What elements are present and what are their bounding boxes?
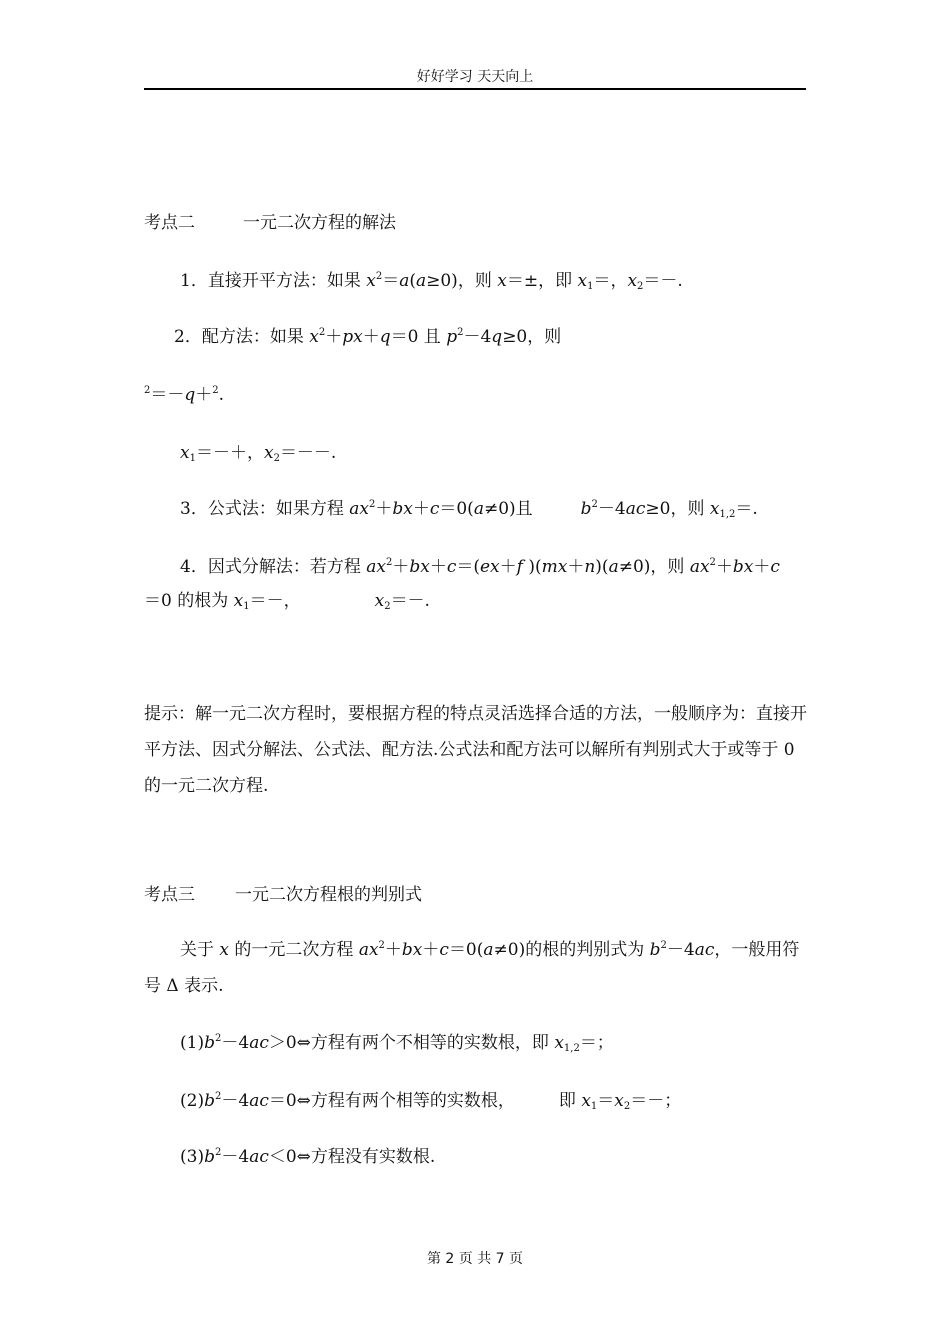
txt: ＝－＋， [195, 443, 264, 463]
var: ac [694, 940, 715, 960]
case-1 [180, 1032, 614, 1054]
txt: ＋ [362, 327, 380, 347]
sub: 2 [384, 601, 391, 612]
section3-label: 考点三 [144, 885, 195, 905]
method-2-roots [180, 442, 336, 464]
var: x [219, 940, 229, 960]
var: x [309, 327, 319, 347]
var: ax [358, 940, 379, 960]
sup: 2 [457, 327, 464, 338]
var: c [770, 557, 780, 577]
txt: ＝0( [439, 499, 474, 519]
txt: ＝ [382, 271, 400, 291]
txt: ≠0)且 [483, 499, 533, 519]
sub: 1,2 [719, 509, 736, 520]
sup: 2 [214, 1147, 222, 1158]
m4-num: 4．因式分解法：若方程 [180, 557, 367, 577]
sup: 2 [318, 327, 326, 338]
var: x [366, 271, 376, 291]
txt: －4 [221, 1091, 250, 1111]
sup: 2 [144, 385, 151, 396]
sub: 1 [587, 281, 594, 292]
page-footer: 第 2 页 共 7 页 [426, 1251, 524, 1267]
txt: ＝－； [630, 1091, 682, 1111]
var: c [439, 940, 449, 960]
sub: 1 [243, 601, 250, 612]
var: b [204, 1033, 215, 1053]
var: x [627, 271, 638, 291]
method-3 [180, 498, 758, 520]
txt: ＝， [593, 271, 628, 291]
section3-heading [144, 884, 422, 906]
var: ac [249, 1091, 269, 1111]
sup: 2 [385, 557, 393, 568]
txt: ＜0⇔方程没有实数根. [268, 1147, 436, 1167]
txt: ＋ [715, 557, 733, 577]
var: x [614, 1091, 624, 1111]
txt: (1) [180, 1033, 205, 1053]
txt: ＝ [597, 1091, 615, 1111]
txt: . [218, 385, 225, 405]
method-2 [174, 326, 561, 348]
tip-paragraph: 提示：解一元二次方程时，要根据方程的特点灵活选择合适的方法，一般顺序为：直接开平方法、因式分解法、公式法、配方法.公式法和配方法可以解所有判别式大于或等于 0 的一元二次方程. [144, 704, 807, 796]
var: x [709, 499, 720, 519]
section2-label: 考点二 [144, 213, 195, 233]
var: ax [689, 557, 710, 577]
m2-num: 2．配方法：如果 [174, 327, 310, 347]
txt: ＋ [325, 327, 343, 347]
txt: ＋ [412, 499, 430, 519]
page-header: 好好学习 天天向上 [416, 69, 534, 85]
case-3 [180, 1146, 435, 1168]
txt: －4 [221, 1147, 250, 1167]
txt: ，一般用符号 Δ 表示. [144, 940, 800, 996]
var: f [516, 557, 523, 577]
txt: )( [522, 557, 542, 577]
var: ax [349, 499, 369, 519]
txt: ＋ [375, 499, 393, 519]
txt: ＋ [392, 557, 410, 577]
txt: ＋ [499, 557, 517, 577]
method-4-roots [144, 590, 430, 612]
txt: ＝. [735, 499, 758, 519]
section2-heading [144, 212, 396, 234]
sup: 2 [214, 1033, 222, 1044]
txt: )( [595, 557, 609, 577]
txt: ＝±，即 [506, 271, 578, 291]
txt: 的一元二次方程 [229, 940, 359, 960]
txt: ＋ [195, 385, 213, 405]
var: q [379, 327, 391, 347]
var: a [473, 499, 484, 519]
txt: ＋ [567, 557, 585, 577]
var: x [353, 327, 363, 347]
sub: 2 [623, 1101, 631, 1112]
var: a [608, 557, 619, 577]
var: x [577, 271, 588, 291]
txt: ＝0( [448, 940, 484, 960]
var: x [233, 591, 244, 611]
txt: ≥0，则 [645, 499, 710, 519]
var: x [581, 1091, 591, 1111]
var: ac [249, 1033, 269, 1053]
header-rule [144, 88, 806, 90]
txt: －4 [597, 499, 626, 519]
var: ax [366, 557, 386, 577]
var: b [649, 940, 661, 960]
txt: 关于 [180, 940, 220, 960]
txt: ≠0)的根的判别式为 [493, 940, 650, 960]
var: x [374, 591, 385, 611]
method-1 [180, 270, 683, 292]
section3-intro [144, 932, 808, 1004]
sup: 2 [214, 1091, 222, 1102]
var: q [184, 385, 196, 405]
var: b [580, 499, 592, 519]
txt: 即 [558, 1091, 582, 1111]
var: x [263, 443, 274, 463]
section3-title: 一元二次方程根的判别式 [235, 885, 422, 905]
var: bx [732, 557, 754, 577]
txt: ≥0)，则 [426, 271, 498, 291]
m3-num: 3．公式法：如果方程 [180, 499, 350, 519]
sup: 2 [375, 271, 383, 282]
var: bx [401, 940, 423, 960]
txt: －4 [463, 327, 492, 347]
txt: ( [409, 271, 416, 291]
m1-num: 1．直接开平方法：如果 [180, 271, 367, 291]
var: bx [409, 557, 430, 577]
case-2 [180, 1090, 681, 1112]
txt: －4 [221, 1033, 250, 1053]
txt: ＝( [456, 557, 480, 577]
txt: ＋ [429, 557, 447, 577]
txt: ＝－， [249, 591, 301, 611]
sup: 2 [368, 499, 376, 510]
var: b [204, 1147, 215, 1167]
txt: ＝0 的根为 [144, 591, 234, 611]
var: x [497, 271, 507, 291]
sub: 1 [590, 1101, 598, 1112]
txt: ≥0，则 [502, 327, 562, 347]
txt: ＋ [422, 940, 440, 960]
txt: －4 [666, 940, 695, 960]
sup: 2 [212, 385, 219, 396]
txt: ＝－. [390, 591, 430, 611]
method-4 [180, 556, 780, 578]
method-2-formula [144, 384, 224, 406]
var: n [584, 557, 596, 577]
var: a [399, 271, 410, 291]
var: a [415, 271, 427, 291]
var: b [204, 1091, 215, 1111]
var: bx [392, 499, 413, 519]
var: p [342, 327, 354, 347]
txt: ＞0⇔方程有两个不相等的实数根，即 [268, 1033, 555, 1053]
sup: 2 [709, 557, 716, 568]
txt: ＝0 且 [390, 327, 447, 347]
sup: 2 [378, 940, 385, 951]
var: p [446, 327, 458, 347]
txt: ＝－ [150, 385, 185, 405]
txt: ＝－. [643, 271, 683, 291]
txt: ＝－－. [279, 443, 337, 463]
txt: (2) [180, 1091, 205, 1111]
var: a [483, 940, 494, 960]
var: ac [249, 1147, 269, 1167]
var: c [446, 557, 457, 577]
var: q [491, 327, 503, 347]
var: ac [625, 499, 646, 519]
var: ex [480, 557, 500, 577]
txt: ＋ [753, 557, 771, 577]
txt: ＝0⇔方程有两个相等的实数根， [268, 1091, 515, 1111]
txt: ≠0)，则 [618, 557, 690, 577]
sub: 1 [189, 453, 196, 464]
sub: 2 [273, 453, 280, 464]
sup: 2 [660, 940, 667, 951]
sub: 1,2 [563, 1043, 580, 1054]
txt: ＝； [579, 1033, 614, 1053]
section2-title: 一元二次方程的解法 [243, 213, 396, 233]
var: x [554, 1033, 564, 1053]
var: x [180, 443, 190, 463]
sup: 2 [591, 499, 598, 510]
var: c [429, 499, 440, 519]
var: mx [541, 557, 568, 577]
txt: (3) [180, 1147, 205, 1167]
txt: ＋ [384, 940, 402, 960]
sub: 2 [637, 281, 644, 292]
